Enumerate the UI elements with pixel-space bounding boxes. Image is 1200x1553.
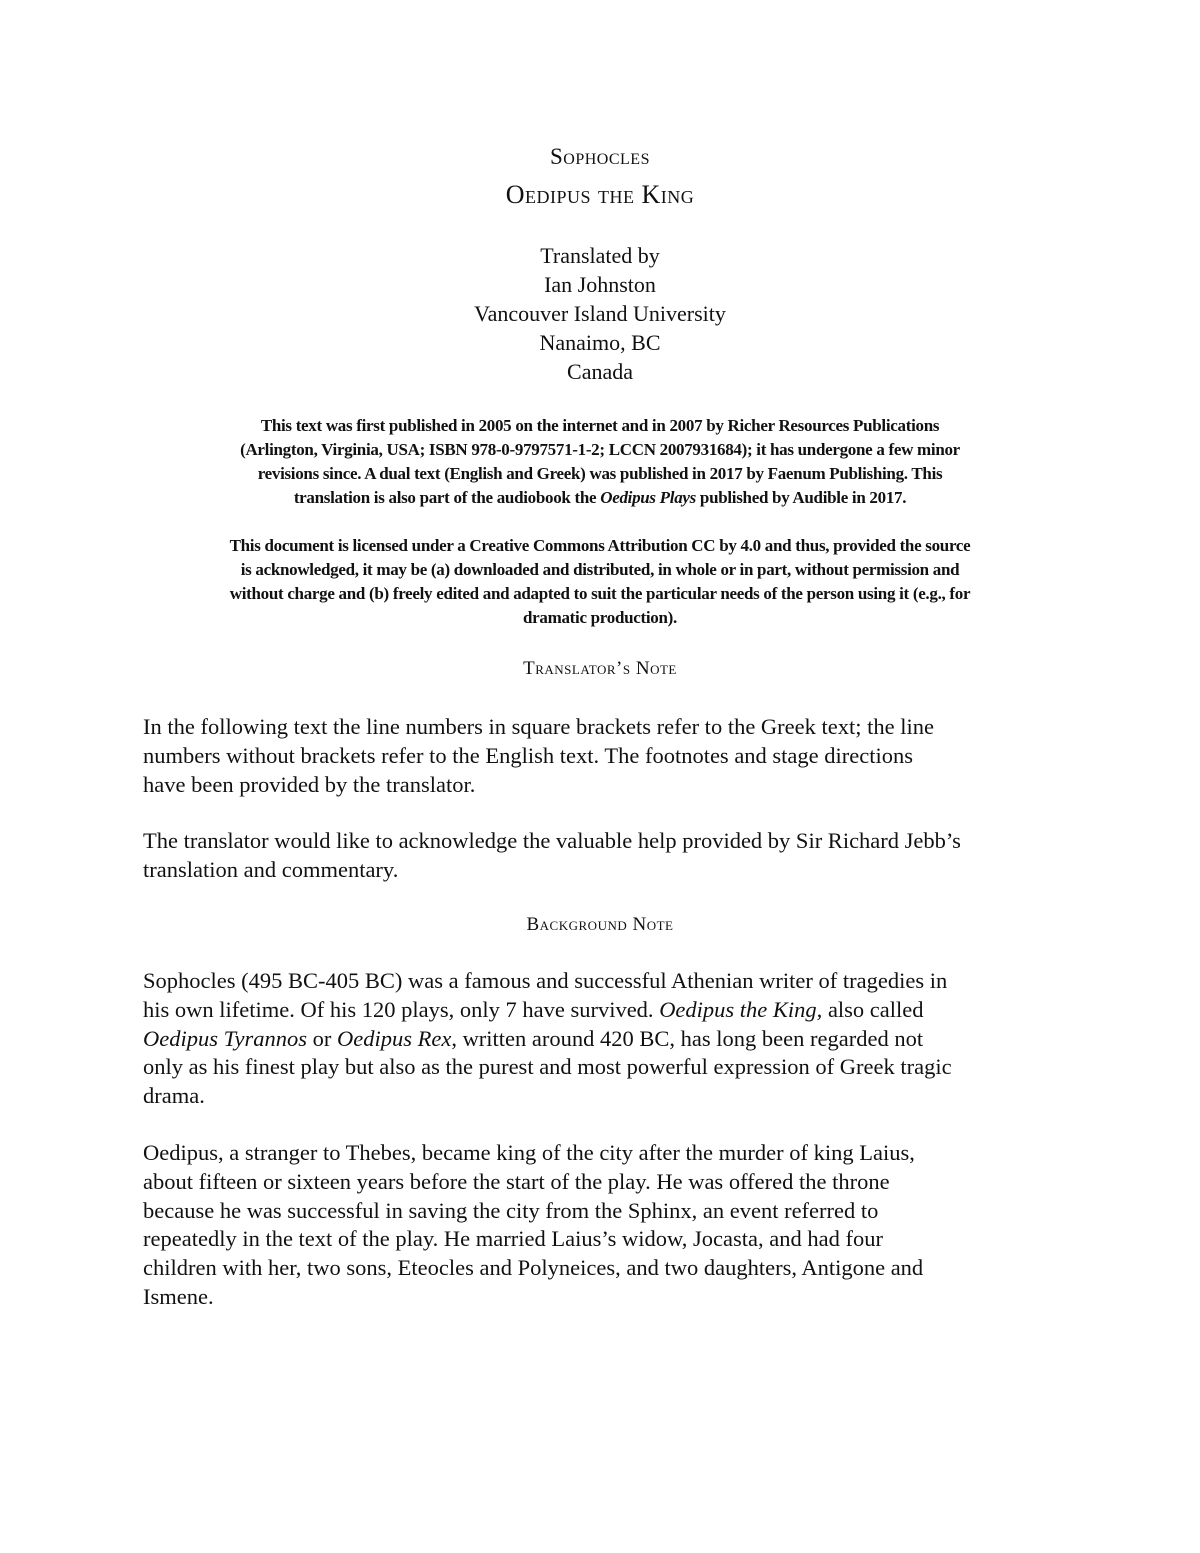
text-segment: , written around 420 BC, has long been regarded not: [451, 1025, 924, 1051]
text-line: [0, 414, 1200, 438]
text-segment: his own lifetime. Of his 120 plays, only 7 have survived.: [143, 996, 660, 1022]
text-line: [0, 438, 1200, 462]
text-segment: have been provided by the translator.: [143, 771, 476, 797]
text-segment: This text was first published in 2005 on the internet and in 2007 by Richer Resources Publications: [260, 416, 940, 435]
text-line: [143, 1053, 1063, 1082]
text-line: [143, 742, 1063, 771]
paragraph: [143, 1139, 1063, 1312]
italic-title: Oedipus Tyrannos: [143, 1025, 307, 1051]
text-segment: without charge and (b) freely edited and adapted to suit the particular needs of the person using it (e.g., for: [229, 584, 971, 603]
text-line: [143, 713, 1063, 742]
text-segment: repeatedly in the text of the play. He married Laius’s widow, Jocasta, and had four: [143, 1226, 883, 1252]
credit-line: Canada: [567, 359, 633, 384]
text-segment: or: [306, 1025, 337, 1051]
paragraph: [143, 713, 1063, 799]
text-segment: because he was successful in saving the city from the Sphinx, an event referred to: [143, 1197, 879, 1223]
text-line: [143, 1025, 1063, 1054]
text-line: [0, 534, 1200, 558]
credit-line: Ian Johnston: [544, 272, 656, 297]
italic-title: Oedipus Plays: [600, 488, 696, 507]
text-line: [143, 1139, 1063, 1168]
text-line: [143, 1168, 1063, 1197]
text-segment: (Arlington, Virginia, USA; ISBN 978-0-9797571-1-2; LCCN 2007931684); it has undergone a few minor: [240, 440, 960, 459]
text-line: [143, 1225, 1063, 1254]
text-segment: dramatic production).: [523, 608, 677, 627]
play-title: Oedipus the King: [505, 180, 695, 209]
text-segment: translation is also part of the audiobook the: [293, 488, 601, 507]
paragraph: [143, 967, 1063, 1111]
publication-notice: [0, 414, 1200, 510]
italic-title: Oedipus Rex: [336, 1025, 452, 1051]
text-segment: is acknowledged, it may be (a) downloaded and distributed, in whole or in part, without permission and: [240, 560, 960, 579]
text-line: [143, 856, 1063, 885]
text-line: [0, 606, 1200, 630]
text-segment: also called: [822, 996, 924, 1022]
license-notice: [0, 534, 1200, 630]
text-segment: translation and commentary.: [143, 856, 399, 882]
italic-title: Oedipus the King,: [659, 996, 823, 1022]
credit-line: Vancouver Island University: [474, 301, 726, 326]
text-line: [143, 1082, 1063, 1111]
text-segment: children with her, two sons, Eteocles and Polyneices, and two daughters, Antigone and: [143, 1255, 924, 1281]
text-segment: published by Audible in 2017.: [695, 488, 907, 507]
text-line: [143, 996, 1063, 1025]
text-segment: This document is licensed under a Creative Commons Attribution CC by 4.0 and thus, provided the source: [229, 536, 971, 555]
background-note-heading: Background Note: [526, 914, 674, 935]
text-segment: drama.: [143, 1083, 205, 1109]
text-line: [143, 827, 1063, 856]
translator-note-heading: Translator’s Note: [523, 658, 677, 679]
author-heading: Sophocles: [550, 144, 650, 169]
text-line: [143, 1283, 1063, 1312]
text-line: [143, 771, 1063, 800]
credit-line: Nanaimo, BC: [539, 330, 661, 355]
text-line: [143, 967, 1063, 996]
paragraph: [143, 827, 1063, 885]
text-segment: numbers without brackets refer to the English text. The footnotes and stage directions: [143, 742, 914, 768]
text-line: [143, 1197, 1063, 1226]
text-segment: In the following text the line numbers in square brackets refer to the Greek text; the line: [143, 714, 934, 739]
translator-credits: [0, 241, 1200, 386]
text-line: [0, 558, 1200, 582]
text-segment: about fifteen or sixteen years before the start of the play. He was offered the throne: [143, 1168, 890, 1194]
text-segment: Sophocles (495 BC-405 BC) was a famous and successful Athenian writer of tragedies in: [143, 968, 948, 993]
text-segment: only as his finest play but also as the purest and most powerful expression of Greek tragic: [143, 1054, 952, 1080]
text-line: [0, 462, 1200, 486]
text-line: [143, 1254, 1063, 1283]
credit-line: Translated by: [540, 243, 660, 268]
text-line: [0, 582, 1200, 606]
text-segment: The translator would like to acknowledge the valuable help provided by Sir Richard Jebb’s: [143, 828, 961, 853]
text-segment: revisions since. A dual text (English and Greek) was published in 2017 by Faenum Publishing. This: [257, 464, 943, 483]
text-segment: Oedipus, a stranger to Thebes, became king of the city after the murder of king Laius,: [143, 1140, 915, 1165]
text-segment: Ismene.: [143, 1283, 214, 1309]
text-line: [0, 486, 1200, 510]
